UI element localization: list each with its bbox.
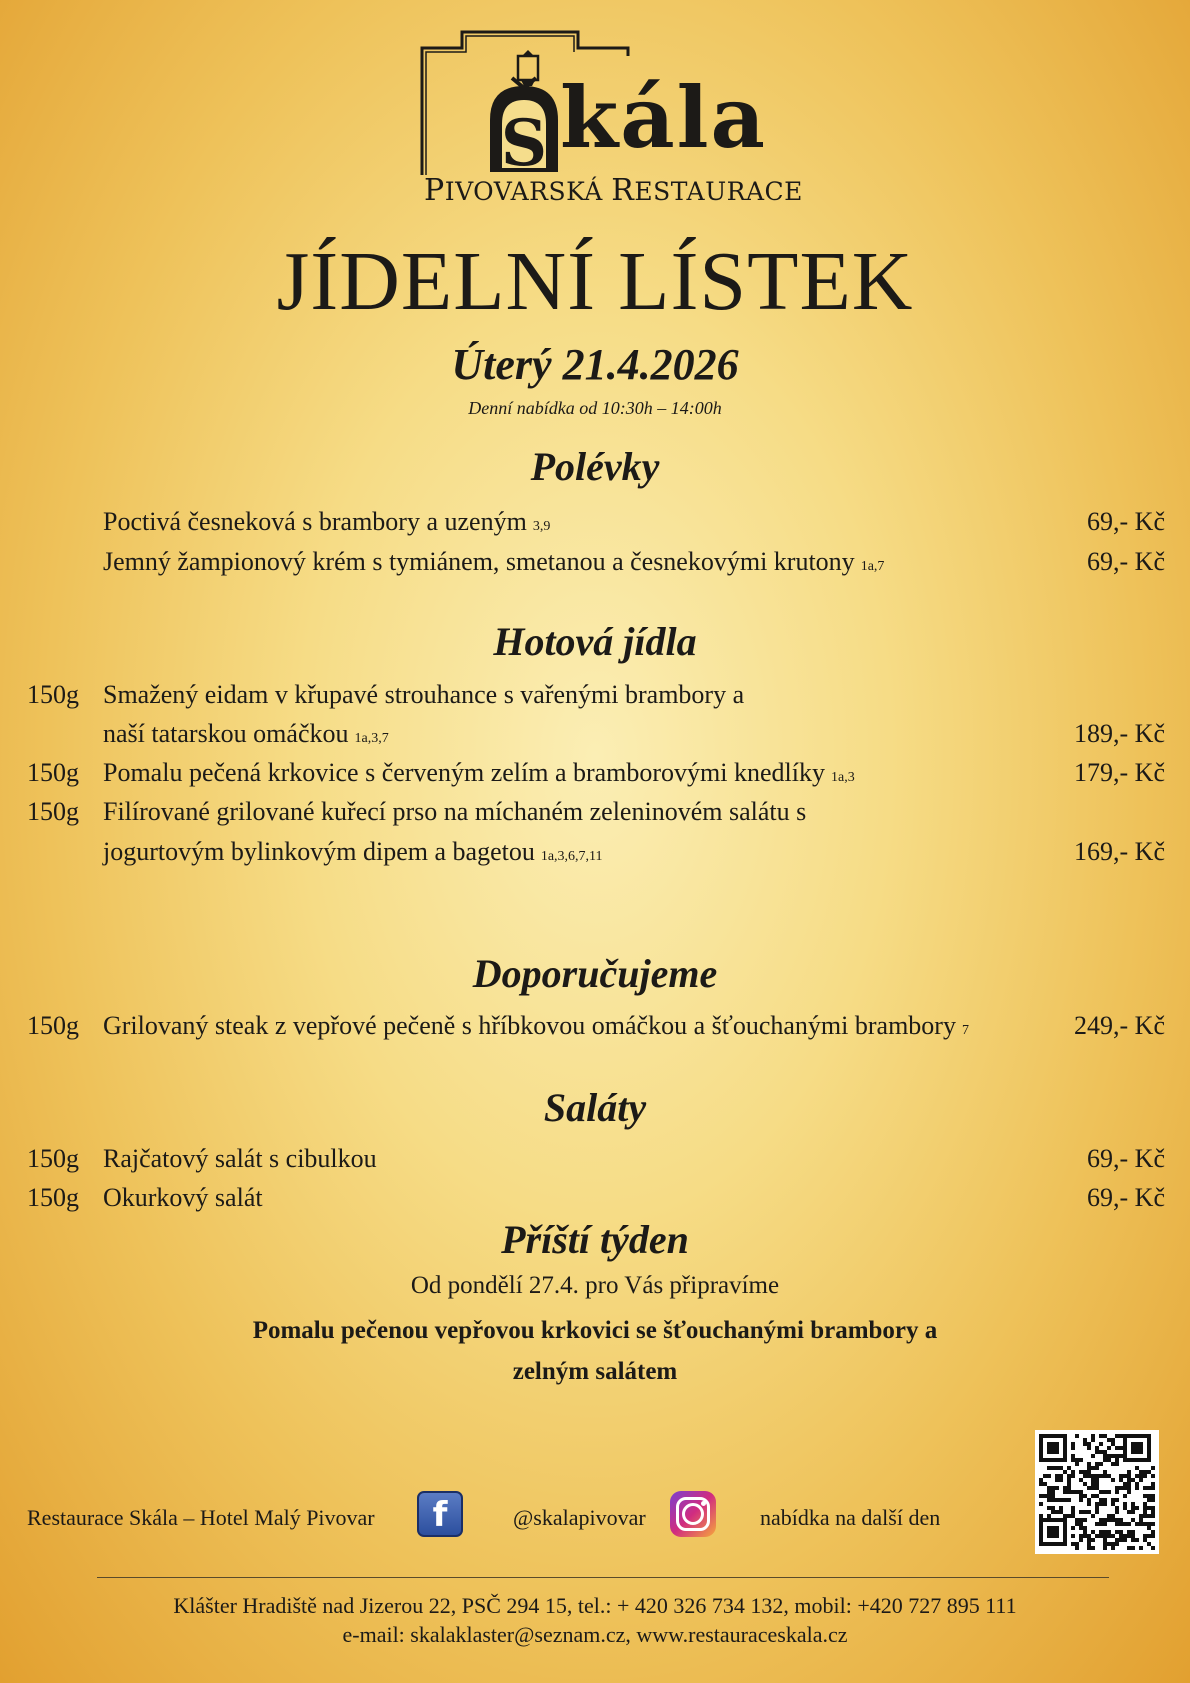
item-price: 69,- Kč — [1087, 547, 1165, 576]
menu-item — [0, 542, 1190, 582]
item-name: Filírované grilované kuřecí prso na míchaném zeleninovém salátu s — [103, 797, 807, 826]
item-name — [103, 1006, 969, 1051]
next-week-dish-continued: zelným salátem — [512, 1358, 678, 1385]
menu-item — [0, 753, 1190, 793]
page-title: JÍDELNÍ LÍSTEK — [276, 235, 914, 328]
footer-divider — [97, 1577, 1109, 1578]
item-name: Rajčatový salát s cibulkou — [103, 1144, 377, 1173]
menu-item — [0, 502, 1190, 542]
logo-subtitle — [424, 173, 803, 208]
menu-item-continued — [0, 714, 1190, 754]
next-week-intro: Od pondělí 27.4. pro Vás připravíme — [410, 1272, 780, 1299]
item-weight: 150g — [27, 680, 79, 709]
logo-subtitle-part: ESTAURACE — [634, 177, 803, 206]
item-allergens: 1a,3,7 — [354, 731, 389, 746]
address-line: Klášter Hradiště nad Jizerou 22, PSČ 294 15, tel.: + 420 326 734 132, mobil: +420 727 895 111 — [173, 1593, 1017, 1618]
item-price: 69,- Kč — [1087, 1183, 1165, 1212]
item-allergens: 7 — [961, 1023, 969, 1038]
logo-subtitle-initial: P — [424, 173, 445, 208]
facebook-icon[interactable] — [417, 1491, 463, 1537]
item-allergens: 1a,3,6,7,11 — [540, 849, 603, 864]
contact-line: e-mail: skalaklaster@seznam.cz, www.restauraceskala.cz — [342, 1622, 848, 1647]
logo-subtitle-initial: R — [611, 173, 635, 208]
item-name-text: naší tatarskou omáčkou — [103, 719, 349, 748]
section-title-salads: Saláty — [543, 1085, 647, 1130]
item-name — [103, 542, 884, 587]
menu-item-continued — [0, 832, 1190, 872]
restaurant-name: Restaurace Skála – Hotel Malý Pivovar — [27, 1505, 375, 1530]
instagram-icon[interactable] — [670, 1491, 716, 1537]
item-name — [103, 832, 603, 877]
qr-code[interactable] — [1035, 1430, 1159, 1554]
item-allergens: 1a,3 — [831, 770, 855, 785]
item-name-text: Poctivá česneková s brambory a uzeným — [103, 507, 527, 536]
item-weight: 150g — [27, 797, 79, 826]
qr-code-pattern — [1035, 1430, 1159, 1554]
section-title-recommend: Doporučujeme — [472, 951, 718, 996]
section-title-soups: Polévky — [530, 444, 660, 489]
item-name: Okurkový salát — [103, 1183, 263, 1212]
item-name: Smažený eidam v křupavé strouhance s vařenými brambory a — [103, 680, 745, 709]
item-name-text: jogurtovým bylinkovým dipem a bagetou — [103, 837, 535, 866]
item-weight: 150g — [27, 1144, 79, 1173]
qr-caption: nabídka na další den — [760, 1505, 941, 1530]
menu-item — [0, 1139, 1190, 1179]
item-price: 69,- Kč — [1087, 507, 1165, 536]
serving-hours: Denní nabídka od 10:30h – 14:00h — [468, 398, 722, 418]
item-price: 179,- Kč — [1074, 758, 1165, 787]
item-price: 69,- Kč — [1087, 1144, 1165, 1173]
svg-text:S: S — [500, 106, 548, 181]
item-price: 249,- Kč — [1074, 1011, 1165, 1040]
item-price: 189,- Kč — [1074, 719, 1165, 748]
menu-item — [0, 1178, 1190, 1218]
menu-item — [0, 792, 1190, 832]
instagram-handle[interactable]: @skalapivovar — [513, 1505, 646, 1530]
section-title-next-week: Příští týden — [501, 1217, 689, 1262]
item-weight: 150g — [27, 758, 79, 787]
menu-item — [0, 675, 1190, 715]
item-allergens: 3,9 — [532, 519, 551, 534]
item-name-text: Grilovaný steak z vepřové pečeně s hříbkovou omáčkou a šťouchanými brambory — [103, 1011, 956, 1040]
logo-wordmark-rest: kála — [560, 68, 767, 167]
item-weight: 150g — [27, 1183, 79, 1212]
restaurant-logo — [420, 28, 803, 208]
item-weight: 150g — [27, 1011, 79, 1040]
item-name — [103, 502, 550, 547]
logo-wordmark — [560, 68, 767, 167]
section-title-mains: Hotová jídla — [493, 619, 697, 664]
menu-item — [0, 1006, 1190, 1046]
next-week-dish: Pomalu pečenou vepřovou krkovici se šťouchanými brambory a — [252, 1317, 938, 1344]
item-price: 169,- Kč — [1074, 837, 1165, 866]
item-name-text: Jemný žampionový krém s tymiánem, smetanou a česnekovými krutony — [103, 547, 855, 576]
item-allergens: 1a,7 — [860, 559, 885, 574]
menu-date: Úterý 21.4.2026 — [451, 340, 739, 389]
logo-subtitle-part: IVOVARSKÁ — [444, 177, 612, 206]
facebook-icon-glyph: f — [432, 1495, 448, 1535]
item-name-text: Pomalu pečená krkovice s červeným zelím a bramborovými knedlíky — [103, 758, 825, 787]
